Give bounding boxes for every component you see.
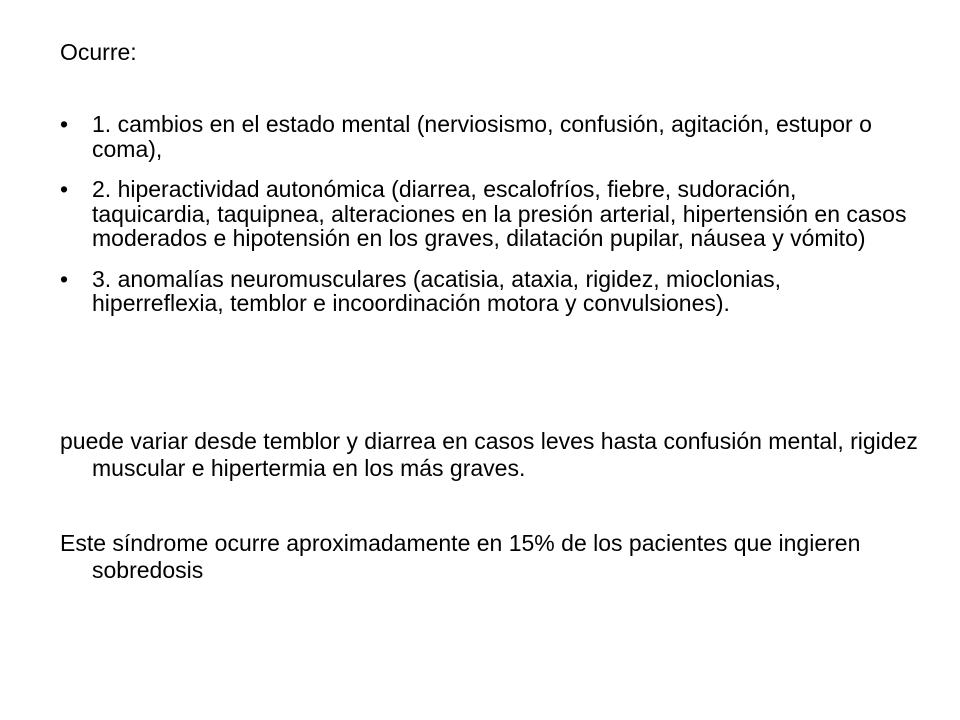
bullet-text: 2. hiperactividad autonómica (diarrea, escalofríos, fiebre, sudoración, taquicardia, taquipnea, alteraciones en la presión arterial, hipertensión en casos moderados e hipotensión en los graves, dilatación pupilar, náusea y vómito) bbox=[92, 176, 907, 251]
list-item bbox=[60, 112, 910, 161]
bullet-icon: • bbox=[60, 111, 69, 137]
list-item bbox=[60, 177, 910, 251]
paragraph-severity: puede variar desde temblor y diarrea en casos leves hasta confusión mental, rigidez muscular e hipertermia en los más graves. bbox=[60, 428, 918, 481]
list-item bbox=[60, 267, 910, 316]
bullet-text: 3. anomalías neuromusculares (acatisia, ataxia, rigidez, mioclonias, hiperreflexia, temblor e incoordinación motora y convulsiones). bbox=[92, 265, 782, 316]
slide-heading: Ocurre: bbox=[60, 39, 137, 65]
bullet-icon: • bbox=[60, 176, 69, 202]
bullet-list bbox=[60, 112, 910, 332]
bullet-icon: • bbox=[60, 265, 69, 292]
paragraph-incidence: Este síndrome ocurre aproximadamente en 15% de los pacientes que ingieren sobredosis bbox=[60, 530, 861, 583]
bullet-text: 1. cambios en el estado mental (nerviosismo, confusión, agitación, estupor o coma), bbox=[92, 111, 872, 162]
